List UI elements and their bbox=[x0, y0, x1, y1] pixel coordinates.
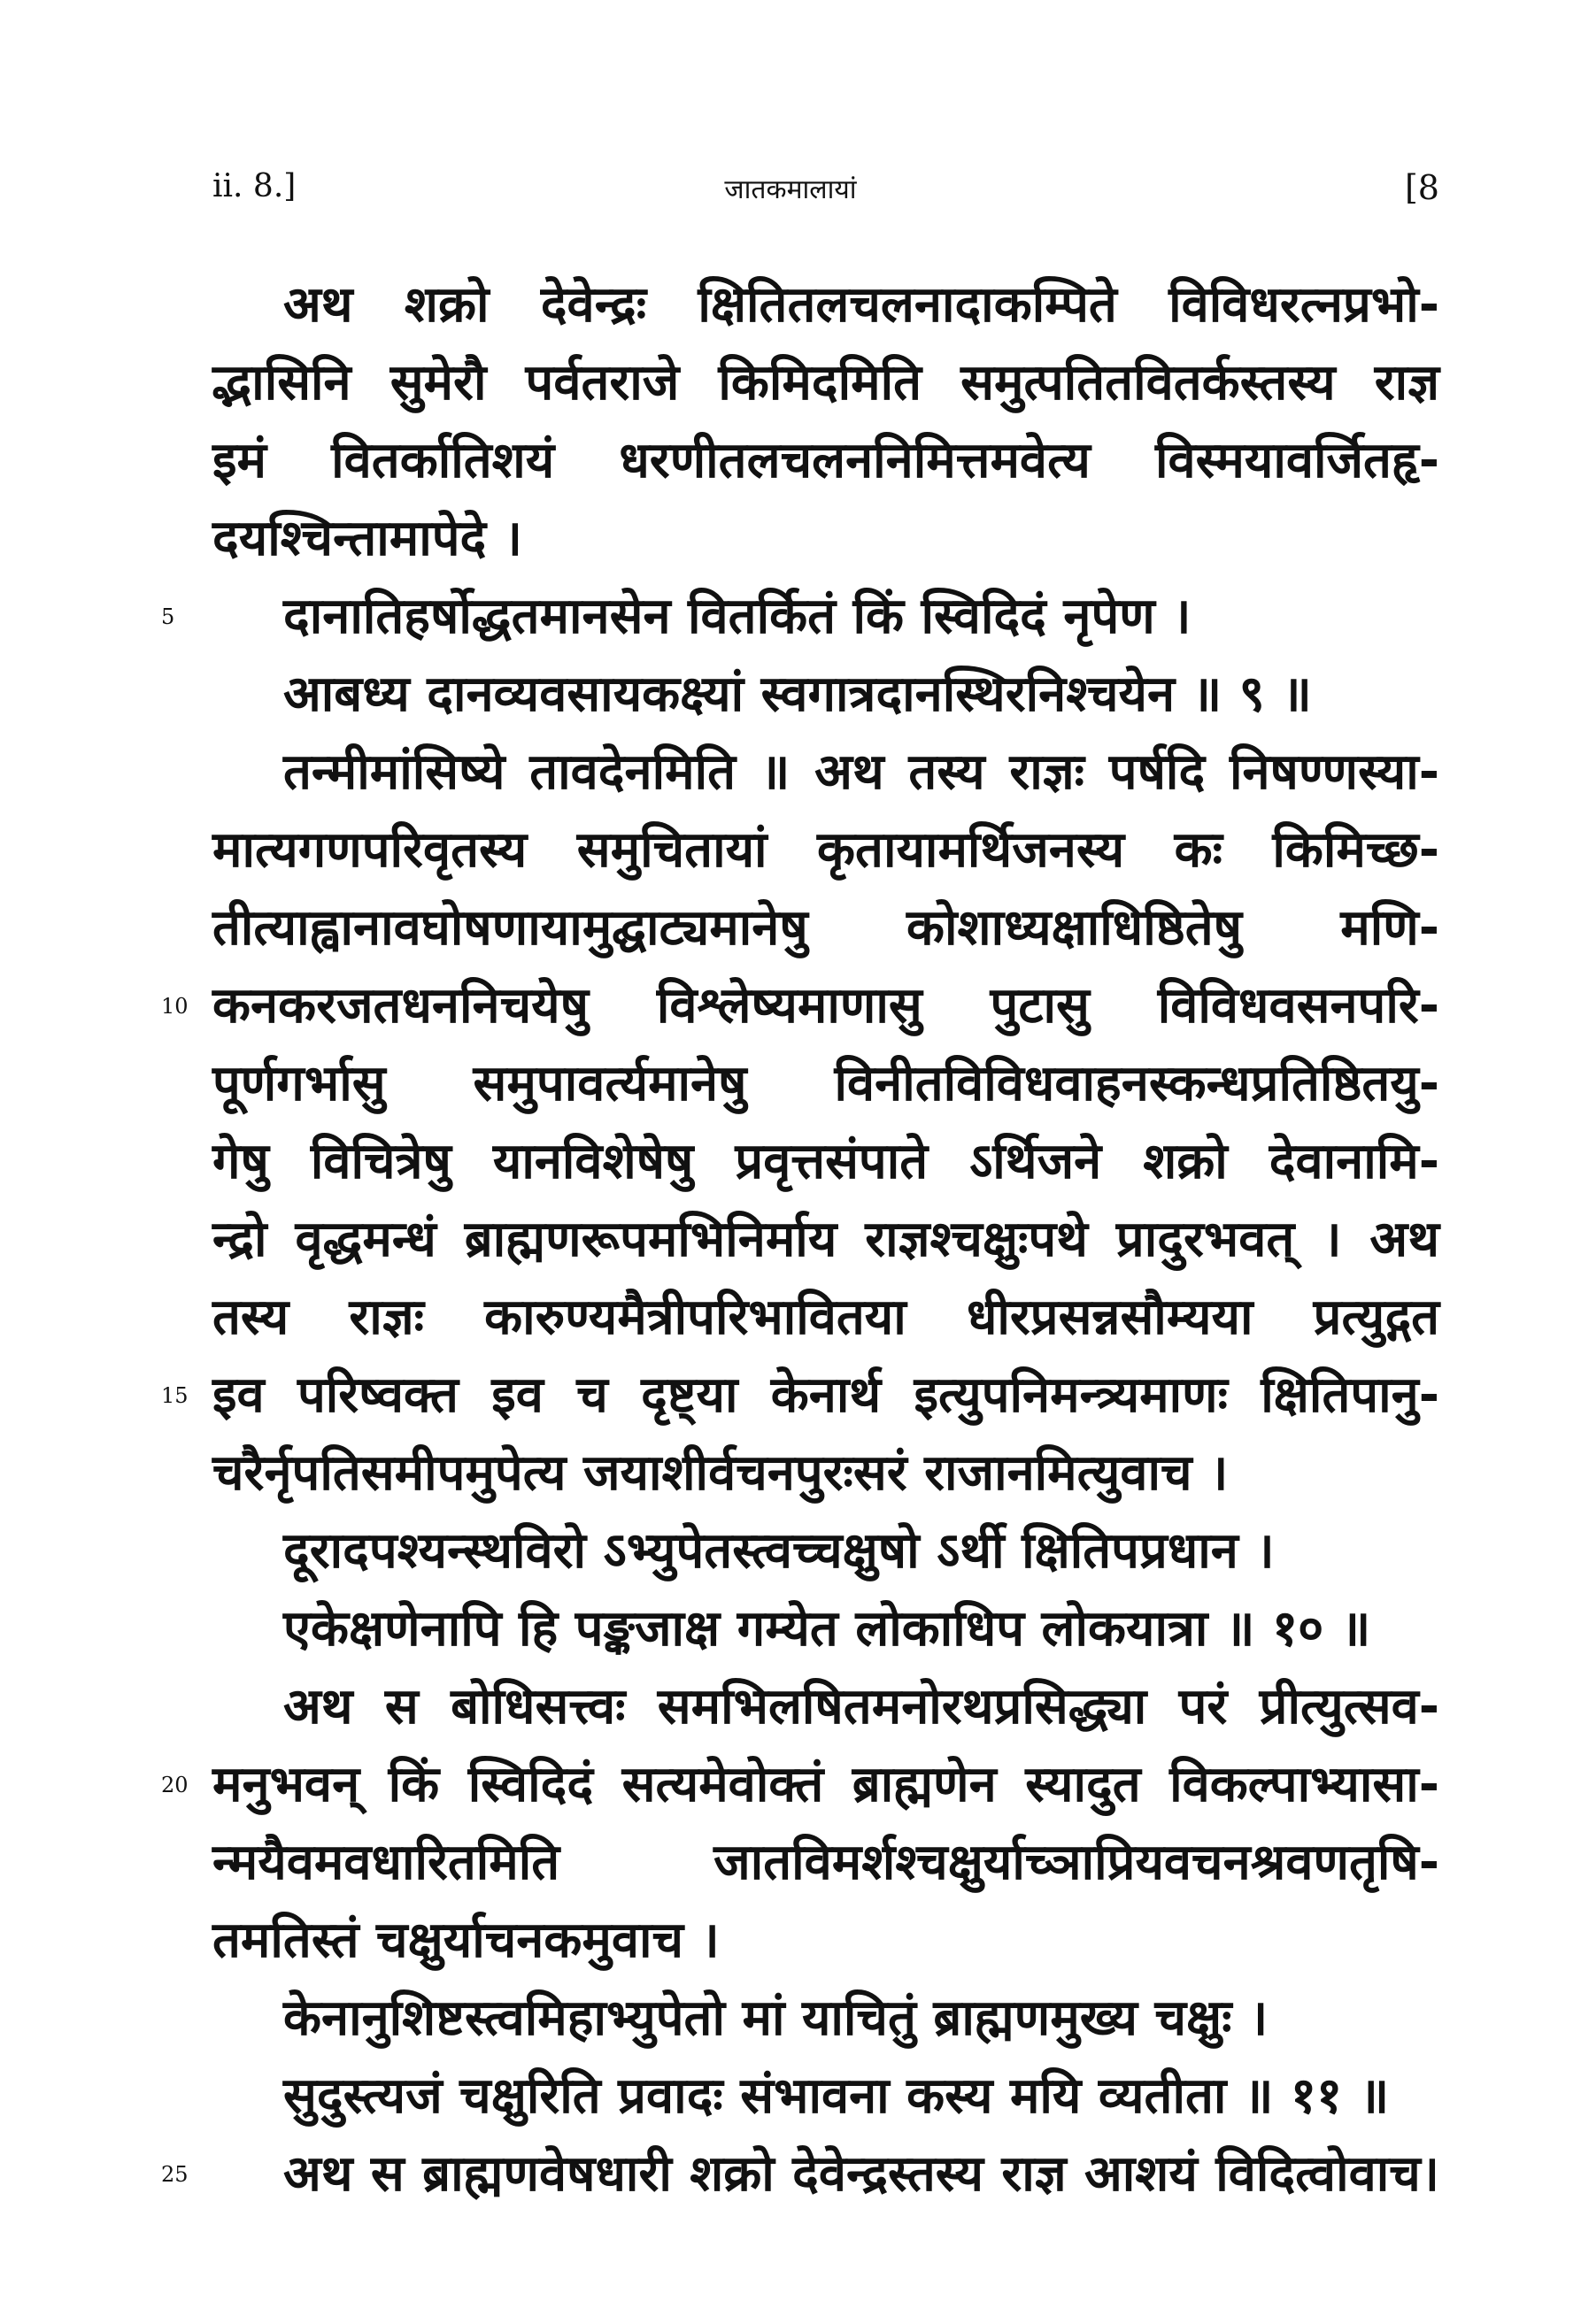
line-text: न्मयैवमवधारितमिति जातविमर्शश्चक्षुर्याच्ञाप्रियवचनश्रवणतृषि- bbox=[212, 1834, 1439, 1891]
line-text: सुदुस्त्यजं चक्षुरिति प्रवादः संभावना कस्य मयि व्यतीता ॥ ११ ॥ bbox=[283, 2067, 1390, 2125]
line-text: तमतिस्तं चक्षुर्याचनकमुवाच । bbox=[212, 1912, 720, 1969]
line-text: इव परिष्वक्त इव च दृष्ट्या केनार्थ इत्युपनिमन्त्र्यमाणः क्षितिपानु- bbox=[212, 1366, 1439, 1424]
text-line bbox=[0, 1434, 1581, 1513]
line-text: न्द्रो वृद्धमन्धं ब्राह्मणरूपमभिनिर्माय राज्ञश्चक्षुःपथे प्रादुरभवत् । अथ bbox=[212, 1211, 1439, 1268]
line-text: अथ शक्रो देवेन्द्रः क्षितितलचलनादाकम्पिते विविधरत्नप्रभो- bbox=[283, 276, 1439, 334]
verse-line bbox=[0, 1589, 1581, 1669]
line-text: आबध्य दानव्यवसायकक्ष्यां स्वगात्रदानस्थिरनिश्चयेन ॥ ९ ॥ bbox=[283, 666, 1312, 723]
line-text: कनकरजतधननिचयेषु विश्लेष्यमाणासु पुटासु विविधवसनपरि- bbox=[212, 977, 1439, 1035]
line-text: द्भासिनि सुमेरौ पर्वतराजे किमिदमिति समुत्पतितवितर्कस्तस्य राज्ञ bbox=[212, 354, 1439, 412]
line-number: 5 bbox=[161, 604, 175, 629]
verse-line bbox=[0, 577, 1581, 657]
text-line bbox=[0, 1356, 1581, 1435]
text-line bbox=[0, 265, 1581, 345]
text-line bbox=[0, 889, 1581, 968]
text-line bbox=[0, 1278, 1581, 1358]
line-text: इमं वितर्कातिशयं धरणीतलचलननिमित्तमवेत्य विस्मयावर्जितहृ- bbox=[212, 432, 1439, 489]
verse-line bbox=[0, 1979, 1581, 2059]
line-number: 10 bbox=[161, 994, 189, 1019]
line-text: अथ स बोधिसत्त्वः समभिलषितमनोरथप्रसिद्ध्या परं प्रीत्युत्सव- bbox=[283, 1678, 1439, 1735]
line-text: मात्यगणपरिवृतस्य समुचितायां कृतायामर्थिजनस्य कः किमिच्छ- bbox=[212, 821, 1439, 879]
text-line bbox=[0, 343, 1581, 423]
line-text: दूरादपश्यन्स्थविरो ऽभ्युपेतस्त्वच्चक्षुषो ऽर्थी क्षितिपप्रधान । bbox=[283, 1522, 1275, 1580]
text-line bbox=[0, 1823, 1581, 1903]
text-line bbox=[0, 2135, 1581, 2214]
line-text: दयश्चिन्तामापेदे । bbox=[212, 510, 523, 567]
line-text: अथ स ब्राह्मणवेषधारी शक्रो देवेन्द्रस्तस्य राज्ञ आशयं विदित्वोवाच। bbox=[283, 2145, 1439, 2203]
text-line bbox=[0, 421, 1581, 501]
line-number: 25 bbox=[161, 2162, 189, 2187]
line-number: 15 bbox=[161, 1383, 189, 1408]
line-text: दानातिहर्षोद्धतमानसेन वितर्कितं किं स्विदिदं नृपेण । bbox=[283, 588, 1192, 645]
text-line bbox=[0, 811, 1581, 890]
page-number: [8 bbox=[1404, 168, 1439, 207]
verse-line bbox=[0, 655, 1581, 735]
line-text: तस्य राज्ञः कारुण्यमैत्रीपरिभावितया धीरप्रसन्नसौम्यया प्रत्युद्गत bbox=[212, 1289, 1439, 1346]
text-line bbox=[0, 1122, 1581, 1202]
text-line bbox=[0, 1044, 1581, 1124]
text-line bbox=[0, 1200, 1581, 1280]
text-line bbox=[0, 733, 1581, 812]
line-text: गेषु विचित्रेषु यानविशेषेषु प्रवृत्तसंपाते ऽर्थिजने शक्रो देवानामि- bbox=[212, 1133, 1439, 1190]
line-text: पूर्णगर्भासु समुपावर्त्यमानेषु विनीतविविधवाहनस्कन्धप्रतिष्ठितयु- bbox=[212, 1055, 1439, 1112]
line-text: तन्मीमांसिष्ये तावदेनमिति ॥ अथ तस्य राज्ञः पर्षदि निषण्णस्या- bbox=[283, 743, 1439, 801]
verse-line bbox=[0, 1512, 1581, 1591]
running-header bbox=[0, 168, 1581, 221]
text-line bbox=[0, 1901, 1581, 1981]
text-line bbox=[0, 499, 1581, 579]
line-text: केनानुशिष्टस्त्वमिहाभ्युपेतो मां याचितुं ब्राह्मणमुख्य चक्षुः । bbox=[283, 1989, 1269, 2047]
text-line bbox=[0, 1745, 1581, 1825]
line-text: चरैर्नृपतिसमीपमुपेत्य जयाशीर्वचनपुरःसरं राजानमित्युवाच । bbox=[212, 1444, 1229, 1502]
line-text: मनुभवन् किं स्विदिदं सत्यमेवोक्तं ब्राह्मणेन स्यादुत विकल्पाभ्यासा- bbox=[212, 1756, 1439, 1813]
line-text: तीत्याह्वानावघोषणायामुद्घाट्यमानेषु कोशाध्यक्षाधिष्ठितेषु मणि- bbox=[212, 899, 1439, 957]
text-line bbox=[0, 1667, 1581, 1747]
section-reference: ii. 8.] bbox=[212, 168, 297, 204]
verse-line bbox=[0, 2057, 1581, 2136]
line-number: 20 bbox=[161, 1773, 189, 1797]
running-title: जातकमालायां bbox=[724, 174, 857, 205]
line-text: एकेक्षणेनापि हि पङ्कजाक्ष गम्येत लोकाधिप लोकयात्रा ॥ १० ॥ bbox=[283, 1600, 1371, 1658]
text-line bbox=[0, 966, 1581, 1046]
